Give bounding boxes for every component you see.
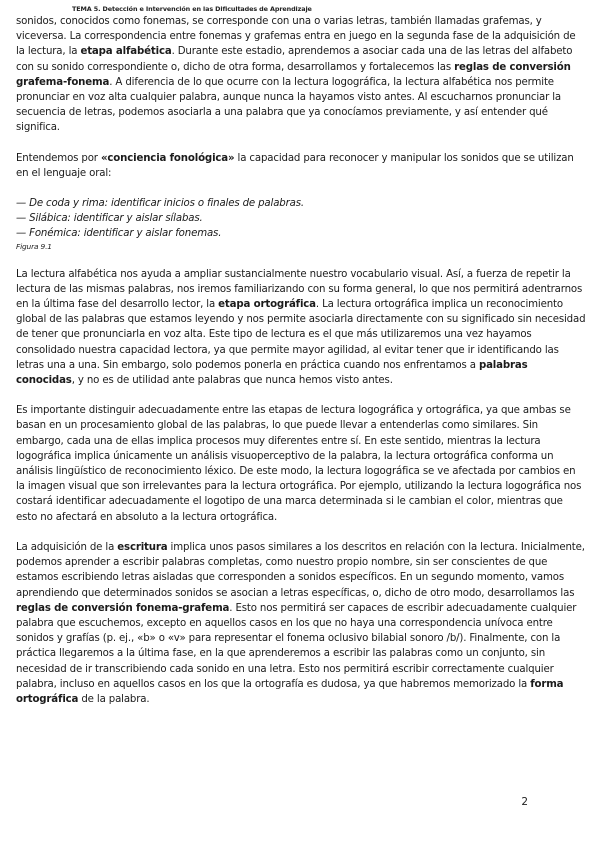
text-span: . Esto nos permitirá ser capaces de escribir adecuadamente cualquier palabra que escuchemos, excepto en aquellos casos en los que no haya una correspondencia unívoca entre sonidos y grafías (p. ej., «b» o «v» para representar el fonema oclusivo bilabial sonoro /b/). Finalmente, con la práctica llegaremos a la última fase, en la que aprenderemos a escribir las palabras como un conjunto, sin necesidad de ir transcribiendo cada sonido en una letra. Esto nos permitirá escribir correctamente cualquier palabra, incluso en aquellos casos en los que la ortografía es dudosa, ya que habremos memorizado la (16, 602, 577, 690)
paragraph-gap (16, 252, 586, 267)
term-etapa-ortografica: etapa ortográfica (218, 299, 316, 311)
text-span: de la palabra. (78, 693, 150, 705)
page-number: 2 (521, 796, 528, 808)
text-span: La adquisición de la (16, 541, 118, 553)
text-span: Entendemos por (16, 152, 101, 164)
text-span: . Durante este estadio, aprendemos a asociar cada una de las letras del alfabeto con su sonido correspondiente o, dicho de otra forma, desarrollamos y fortalecemos las (16, 46, 573, 73)
term-fonema-grafema: reglas de conversión fonema-grafema (16, 602, 230, 614)
paragraph-etapa-ortografica (16, 267, 586, 389)
text-span: . A diferencia de lo que ocurre con la lectura logográfica, la lectura alfabética nos permite pronunciar en voz alta cualquier palabra, aunque nunca la hayamos visto antes. Al escucharnos pronunciar la secuencia de letras, podemos asociarla a una palabra que ya conocíamos previamente, y así entender qué significa. (16, 76, 562, 134)
list-item-coda-rima: — De coda y rima: identificar inicios o finales de palabras. (16, 198, 304, 210)
figure-caption: Figura 9.1 (16, 241, 52, 251)
paragraph-etapa-alfabetica (16, 14, 586, 136)
text-span: la capacidad para reconocer y manipular los sonidos que se utilizan en el lenguaje oral: (16, 152, 574, 179)
list-item-fonemica: — Fonémica: identificar y aislar fonemas. (16, 228, 222, 240)
paragraph-gap (16, 388, 586, 403)
text-span: . La lectura ortográfica implica un reconocimiento global de las palabras que estamos leyendo y nos permite asociarla directamente con su significado sin necesidad de tener que pronunciarla en voz alta. Este tipo de lectura es el que más utilizaremos una vez hayamos consolidado nuestra capacidad lectora, ya que permite mayor agilidad, al evitar tener que ir identificando las letras una a una. Sin embargo, solo podemos ponerla en práctica cuando nos enfrentamos a (16, 299, 586, 371)
paragraph-escritura (16, 540, 586, 707)
text-span: sonidos, conocidos como fonemas, se corresponde con una o varias letras, también llamadas grafemas, y viceversa. La correspondencia entre fonemas y grafemas entra en juego en la segunda fase de la adquisición de la lectura, la (16, 16, 576, 58)
list-item-silabica: — Silábica: identificar y aislar sílabas. (16, 213, 203, 225)
term-conciencia-fonologica: «conciencia fonológica» (100, 152, 235, 164)
paragraph-gap (16, 525, 586, 540)
running-header: TEMA 5. Detección e Intervención en las Dificultades de Aprendizaje (72, 5, 312, 13)
text-span: La lectura alfabética nos ayuda a ampliar sustancialmente nuestro vocabulario visual. Así, a fuerza de repetir la lectura de las mismas palabras, nos iremos familiarizando con su forma general, lo que nos permitirá adentrarnos en la última fase del desarrollo lector, la (16, 268, 583, 311)
term-escritura: escritura (117, 541, 168, 553)
paragraph-gap (16, 136, 586, 151)
term-palabras-conocidas: palabras conocidas (16, 359, 528, 387)
paragraph-logografica-vs-ortografica: Es importante distinguir adecuadamente entre las etapas de lectura logográfica y ortográfica, ya que ambas se basan en un procesamiento global de las palabras, lo que puede llevar a entenderlas como similares. Sin embargo, cada una de ellas implica procesos muy diferentes entre sí. En este sentido, mientras la lectura logográfica implica únicamente un análisis visuoperceptivo de la palabra, la lectura ortográfica conforma un análisis lingüístico de reconocimiento léxico. De este modo, la lectura logográfica se ve afectada por cambios en la imagen visual que son irrelevantes para la lectura ortográfica. Por ejemplo, utilizando la lectura logográfica nos costará identificar adecuadamente el logotipo de una marca determinada si le cambian el color, mientras que esto no afectará en absoluto a la lectura ortográfica. (16, 405, 582, 523)
term-etapa-alfabetica: etapa alfabética (80, 46, 172, 58)
term-grafema-fonema: reglas de conversión grafema-fonema (16, 61, 571, 88)
term-forma-ortografica: forma ortográfica (16, 678, 564, 705)
text-span: implica unos pasos similares a los descritos en relación con la lectura. Inicialmente, podemos aprender a escribir palabras completas, como nuestro propio nombre, sin ser conscientes de que estamos escribiendo letras aisladas que corresponden a sonidos específicos. En un segundo momento, vamos aprendiendo que determinados sonidos se asocian a letras específicas, o, dicho de otro modo, desarrollamos las (16, 541, 585, 599)
text-span: , y no es de utilidad ante palabras que nunca hemos visto antes. (71, 375, 393, 387)
paragraph-gap (16, 181, 586, 196)
page-body (16, 14, 586, 707)
paragraph-conciencia-fonologica (16, 151, 586, 181)
